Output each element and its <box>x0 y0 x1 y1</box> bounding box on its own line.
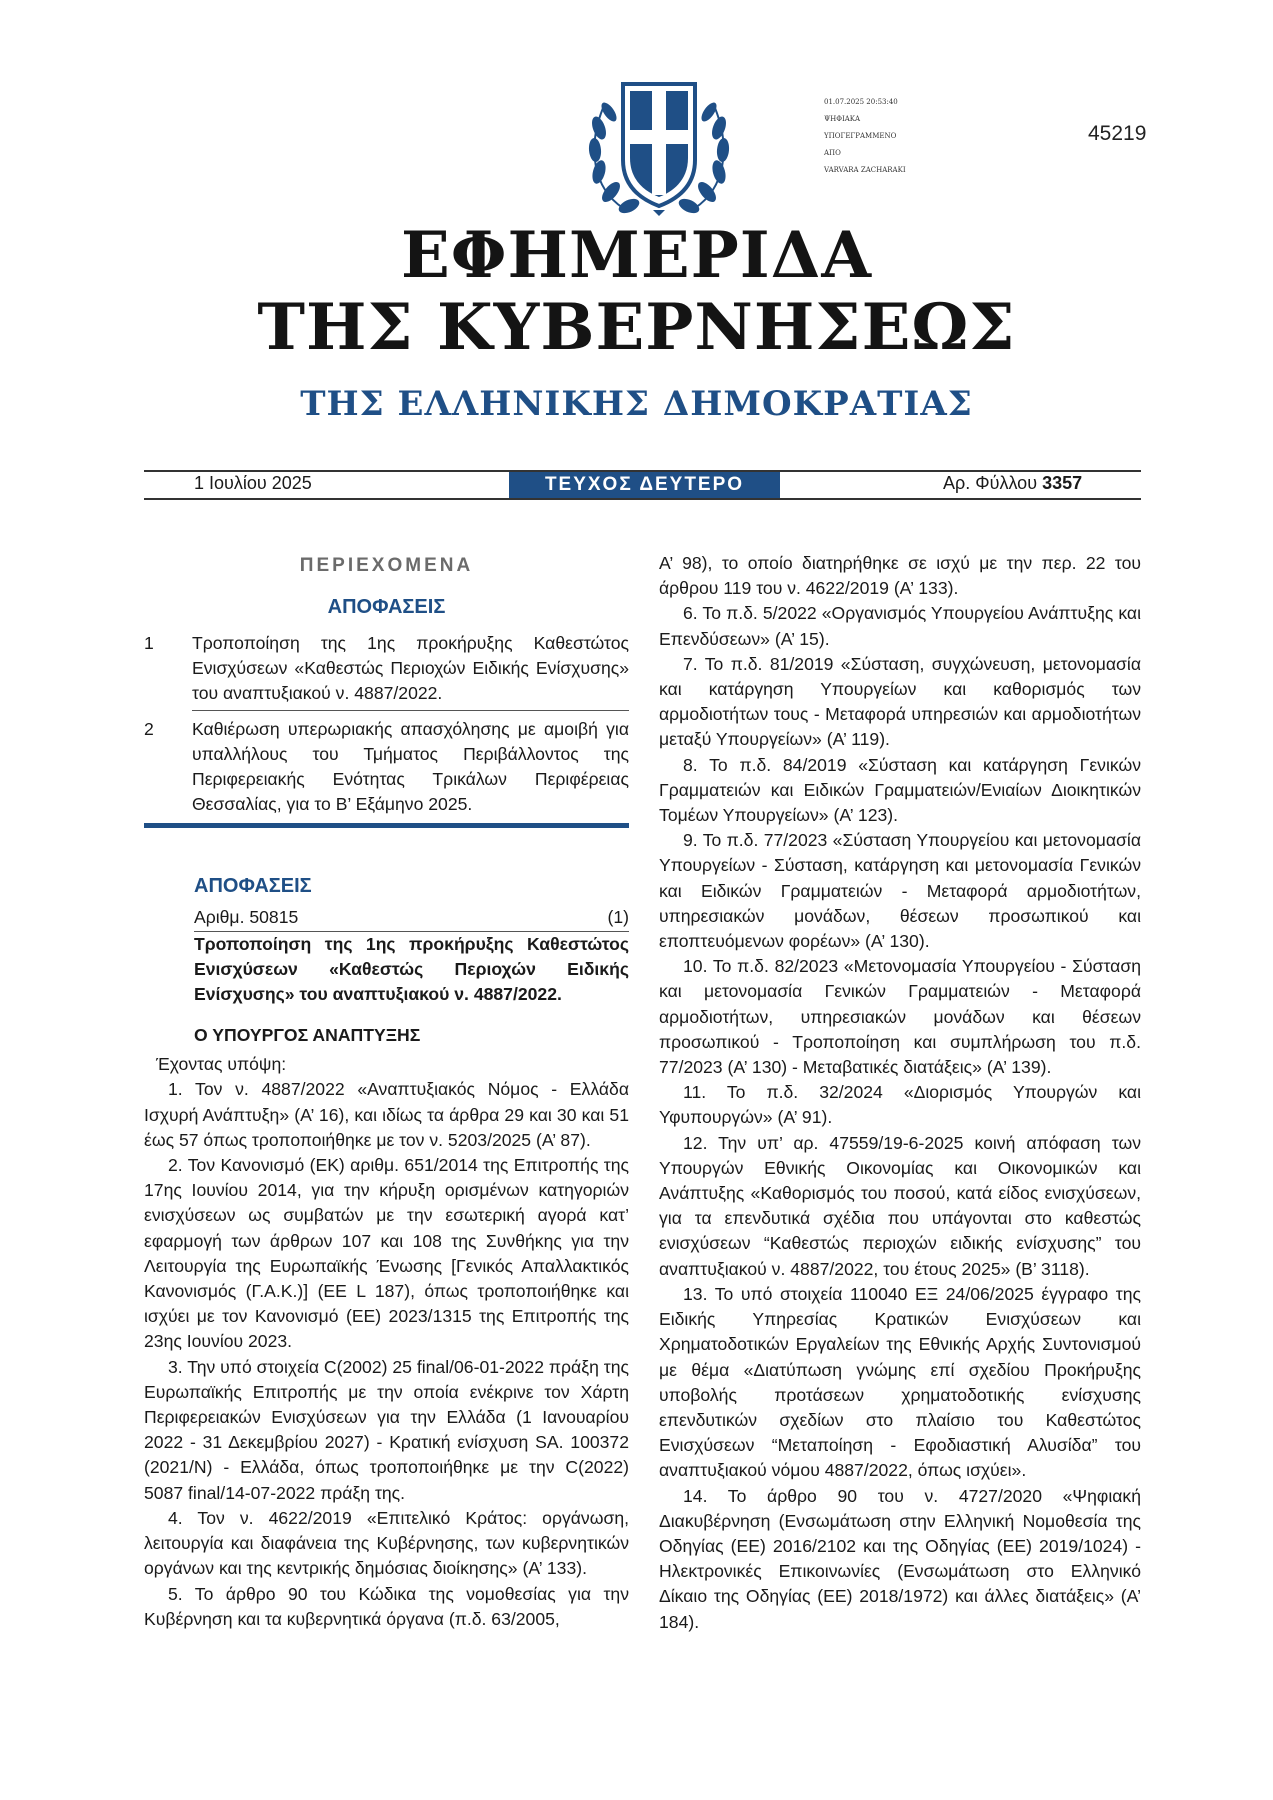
contents-item-text: Τροποποίηση της 1ης προκήρυξης Καθεστώτος Ενισχύσεων «Καθεστώς Περιοχών Ειδικής Ενίσχυσης» του αναπτυξιακού ν. 4887/2022. <box>192 633 629 704</box>
signature-line: ΥΠΟΓΕΓΡΑΜΜΕΝΟ <box>824 132 897 140</box>
recital-paragraph: 6. Το π.δ. 5/2022 «Οργανισμός Υπουργείου Ανάπτυξης και Επενδύσεων» (Α’ 15). <box>659 603 1141 649</box>
sheet-label: Αρ. Φύλλου <box>943 473 1038 493</box>
recital-paragraph: 9. Το π.δ. 77/2023 «Σύσταση Υπουργείου και μετονομασία Υπουργείων - Σύσταση, κατάργηση και μετονομασία Γενικών και Ειδικών Γραμματειών - Μεταφορά αρμοδιοτήτων, υπηρεσιακών μονάδων, θέσεων προσωπικού και εποπτευόμενων φορέων» (Α’ 130). <box>659 830 1141 952</box>
recital-continuation: Α’ 98), το οποίο διατηρήθηκε σε ισχύ με την περ. 22 του άρθρου 119 του ν. 4622/2019 (Α’ 133). <box>659 553 1141 599</box>
signature-line: ΨΗΦΙΑΚΑ <box>824 115 861 123</box>
contents-item-text: Καθιέρωση υπερωριακής απασχόλησης με αμοιβή για υπαλλήλους του Τμήματος Περιβάλλοντος της Περιφερειακής Ενότητας Τρικάλων Περιφέρειας Θεσσαλίας, για το Β’ Εξάμηνο 2025. <box>192 718 629 815</box>
recital-paragraph: 13. Το υπό στοιχεία 110040 ΕΞ 24/06/2025 έγγραφο της Ειδικής Υπηρεσίας Κρατικών Ενισχύσεων και Χρηματοδοτικών Εργαλείων της Εθνικής Αρχής Συντονισμού με θέμα «Διατύπωση γνώμης επί σχεδίου Προκήρυξης υποβολής προτάσεων χρηματοδοτικής ενίσχυσης επενδυτικών σχεδίων στο πλαίσιο του Καθεστώτος Ενισχύσεων “Μεταποίηση - Εφοδιαστική Αλυσίδα” του αναπτυξιακού νόμου 4887/2022, όπως ισχύει». <box>659 1283 1141 1481</box>
sheet-value: 3357 <box>1042 473 1083 493</box>
contents-item[interactable] <box>144 717 629 818</box>
sheet-number <box>943 473 1082 494</box>
decision-number-line <box>194 905 629 931</box>
masthead-republic: ΤΗΣ ΕΛΛΗΝΙΚΗΣ ΔΗΜΟΚΡΑΤΙΑΣ <box>300 384 973 424</box>
minister-heading: Ο ΥΠΟΥΡΓΟΣ ΑΝΑΠΤΥΞΗΣ <box>194 1025 421 1046</box>
signature-line: ΑΠΟ <box>824 149 841 157</box>
recital-paragraph: 5. Το άρθρο 90 του Κώδικα της νομοθεσίας για την Κυβέρνηση και τα κυβερνητικά όργανα (π.δ. 63/2005, <box>144 1583 629 1629</box>
contents-divider <box>192 710 629 711</box>
masthead-subtitle: ΤΗΣ ΚΥΒΕΡΝΗΣΕΩΣ <box>257 290 1016 365</box>
right-column <box>659 551 1141 1635</box>
decisions-heading: ΑΠΟΦΑΣΕΙΣ <box>194 875 312 898</box>
signature-line: VARVARA ZACHARAKI <box>824 166 906 174</box>
recital-paragraph: 2. Τον Κανονισμό (ΕΚ) αριθμ. 651/2014 της Επιτροπής της 17ης Ιουνίου 2014, για την κήρυξη ορισμένων κατηγοριών ενισχύσεων ως συμβατών με την εσωτερική αγορά κατ’ εφαρμογή των άρθρων 107 και 108 της Συνθήκης για την Λειτουργία της Ευρωπαϊκής Ένωσης [Γενικός Απαλλακτικός Κανονισμός (Γ.Α.Κ.)] (ΕΕ L 187), όπως τροποποιήθηκε και ισχύει με τον Κανονισμό (ΕΕ) 2023/1315 της Επιτροπής της 23ης Ιουνίου 2023. <box>144 1155 629 1352</box>
recital-paragraph: 4. Τον ν. 4622/2019 «Επιτελικό Κράτος: οργάνωση, λειτουργία και διαφάνεια της Κυβέρνησης, των κυβερνητικών οργάνων και της κεντρικής δημόσιας διοίκησης» (Α’ 133). <box>144 1507 629 1579</box>
left-column <box>144 551 629 1632</box>
contents-item-number: 1 <box>144 633 154 653</box>
recital-paragraph: 3. Την υπό στοιχεία C(2002) 25 final/06-01-2022 πράξη της Ευρωπαϊκής Επιτροπής με την οποία ενέκρινε τον Χάρτη Περιφερειακών Ενισχύσεων για την Ελλάδα (1 Ιανουαρίου 2022 - 31 Δεκεμβρίου 2027) - Κρατική ενίσχυση SA. 100372 (2021/N) - Ελλάδα, όπως τροποποιήθηκε με την C(2022) 5087 final/14-07-2022 πράξη της. <box>144 1356 629 1503</box>
contents-end-rule <box>144 823 629 828</box>
contents-section-heading: ΑΠΟΦΑΣΕΙΣ <box>327 596 446 618</box>
recitals-intro: Έχοντας υπόψη: <box>156 1054 287 1075</box>
contents-item-number: 2 <box>144 718 154 739</box>
page-number: 45219 <box>1088 122 1147 145</box>
recital-paragraph: 10. Το π.δ. 82/2023 «Μετονομασία Υπουργείου - Σύσταση και μετονομασία Γενικών Γραμματειών - Μεταφορά αρμοδιοτήτων, υπηρεσιακών μονάδων και θέσεων προσωπικού - Τροποποίηση και συμπλήρωση του π.δ. 77/2023 (Α’ 130) - Μεταβατικές διατάξεις» (Α’ 139). <box>659 956 1141 1078</box>
decision-number: Αριθμ. 50815 <box>194 907 299 928</box>
signature-line: 01.07.2025 20:53:40 <box>824 98 898 106</box>
recital-paragraph: 7. Το π.δ. 81/2019 «Σύσταση, συγχώνευση, μετονομασία και κατάργηση Υπουργείων και καθορισμός των αρμοδιοτήτων τους - Μεταφορά υπηρεσιών και αρμοδιοτήτων μεταξύ Υπουργείων» (Α’ 119). <box>659 653 1141 750</box>
greek-coat-of-arms-emblem <box>583 68 735 220</box>
recital-paragraph: 1. Τον ν. 4887/2022 «Αναπτυξιακός Νόμος - Ελλάδα Ισχυρή Ανάπτυξη» (Α’ 16), και ιδίως τα άρθρα 29 και 30 και 51 έως 57 όπως τροποποιήθηκε με τον ν. 5203/2025 (Α’ 87). <box>144 1079 629 1150</box>
issue-date: 1 Ιουλίου 2025 <box>194 473 312 493</box>
recital-paragraph: 14. Το άρθρο 90 του ν. 4727/2020 «Ψηφιακή Διακυβέρνηση (Ενσωμάτωση στην Ελληνική Νομοθεσία της Οδηγίας (ΕΕ) 2016/2102 και της Οδηγίας (ΕΕ) 2019/1024) - Ηλεκτρονικές Επικοινωνίες (Ενσωμάτωση στο Ελληνικό Δίκαιο της Οδηγίας (ΕΕ) 2018/1972) και άλλες διατάξεις» (Α’ 184). <box>659 1485 1141 1632</box>
contents-title: ΠΕΡΙΕΧΟΜΕΝΑ <box>299 555 474 576</box>
masthead-title: ΕΦΗΜΕΡΙΔΑ <box>401 218 872 293</box>
issue-series-box: ΤΕΥΧΟΣ ΔΕΥΤΕΡΟ <box>509 472 780 498</box>
decision-title: Τροποποίηση της 1ης προκήρυξης Καθεστώτος Ενισχύσεων «Καθεστώς Περιοχών Ειδικής Ενίσχυσης» του αναπτυξιακού ν. 4887/2022. <box>194 933 629 1005</box>
info-bar-bottom-rule <box>144 498 1141 500</box>
decision-index: (1) <box>607 907 629 928</box>
recital-paragraph: 8. Το π.δ. 84/2019 «Σύσταση και κατάργηση Γενικών Γραμματειών και Ειδικών Γραμματειών/Ενιαίων Διοικητικών Τομέων Υπουργείων» (Α’ 123). <box>659 754 1141 826</box>
contents-item[interactable] <box>144 631 629 707</box>
recital-paragraph: 12. Την υπ’ αρ. 47559/19-6-2025 κοινή απόφαση των Υπουργών Εθνικής Οικονομίας και Οικονομικών και Ανάπτυξης «Καθορισμός του ποσού, κατά είδος ενισχύσεων, για τα επενδυτικά σχέδια που υπάγονται στο καθεστώς ενισχύσεων “Καθεστώς περιοχών ειδικής ενίσχυσης” του αναπτυξιακού ν. 4887/2022, του έτους 2025» (Β’ 3118). <box>659 1132 1141 1279</box>
recital-paragraph: 11. Το π.δ. 32/2024 «Διορισμός Υπουργών και Υφυπουργών» (Α’ 91). <box>659 1082 1141 1128</box>
digital-signature-stamp <box>824 94 906 179</box>
